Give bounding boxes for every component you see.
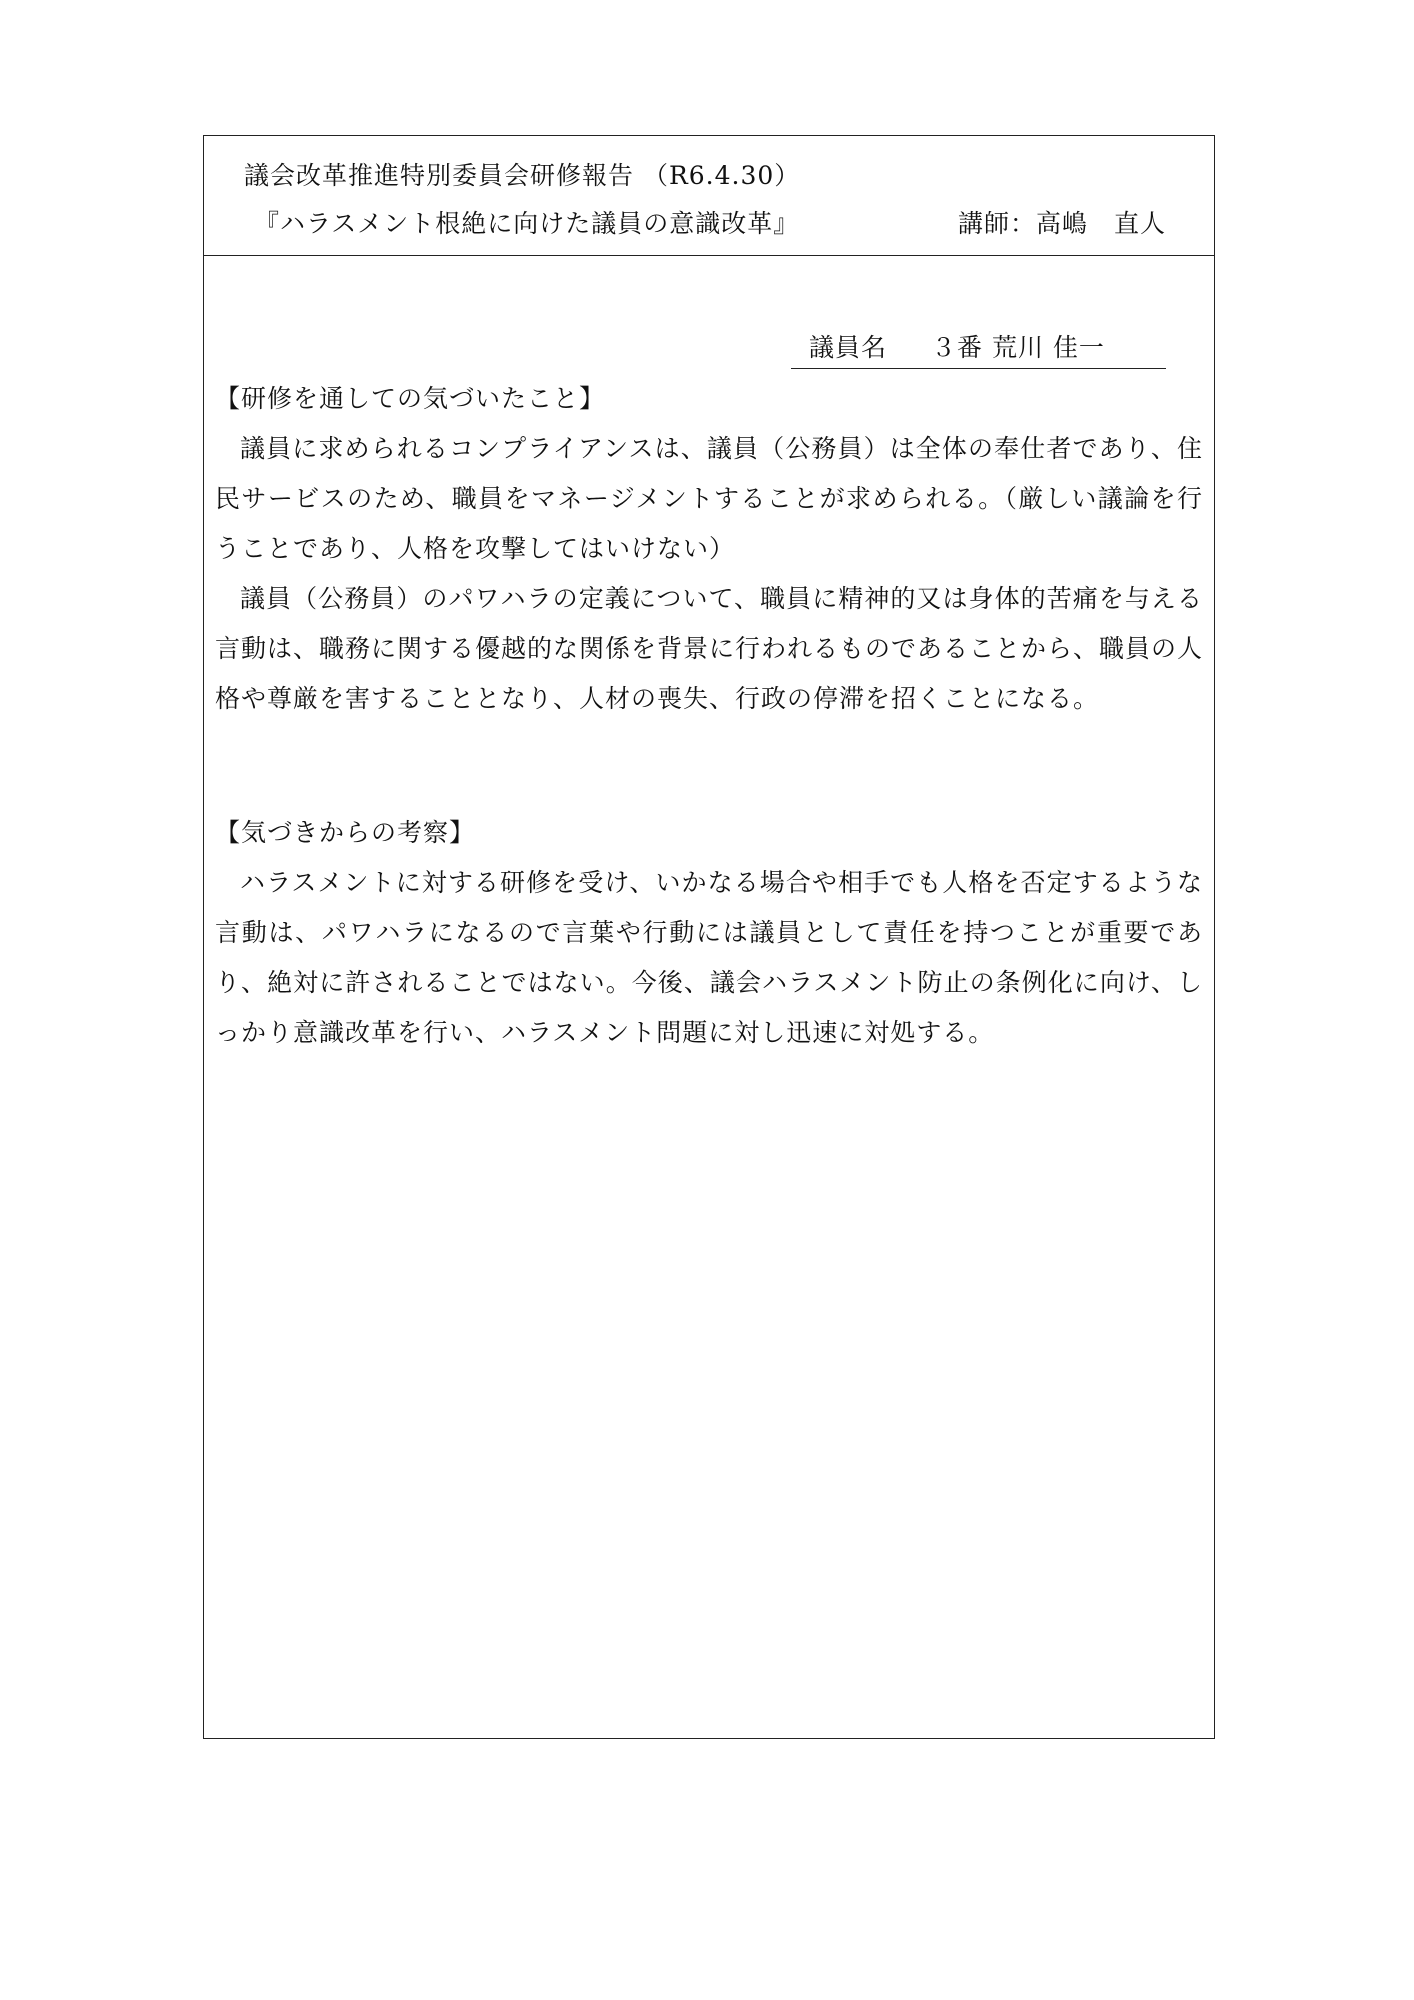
section-heading: 【気づきからの考察】: [215, 818, 476, 847]
section-heading: 【研修を通しての気づいたこと】: [215, 384, 606, 413]
section-observations: [215, 374, 1203, 724]
report-header: [204, 136, 1214, 256]
lecturer-name: 講師：高嶋 直人: [957, 209, 1166, 238]
section-considerations: [215, 808, 1203, 1058]
training-title: 『ハラスメント根絶に向けた議員の意識改革』: [254, 209, 800, 238]
member-signature-line: [791, 328, 1166, 369]
section-paragraph: 議員（公務員）のパワハラの定義について、職員に精神的又は身体的苦痛を与える言動は、職務に関する優越的な関係を背景に行われるものであることから、職員の人格や尊厳を害することとなり、人材の喪失、行政の停滞を招くことになる。: [215, 584, 1204, 713]
section-paragraph: ハラスメントに対する研修を受け、いかなる場合や相手でも人格を否定するような言動は、パワハラになるので言葉や行動には議員として責任を持つことが重要であり、絶対に許されることではない。今後、議会ハラスメント防止の条例化に向け、しっかり意識改革を行い、ハラスメント問題に対し迅速に対処する。: [215, 868, 1203, 1047]
report-title: 議会改革推進特別委員会研修報告 （R6.4.30）: [244, 161, 801, 190]
section-paragraph: 議員に求められるコンプライアンスは、議員（公務員）は全体の奉仕者であり、住民サービスのため、職員をマネージメントすることが求められる。（厳しい議論を行うことであり、人格を攻撃してはいけない）: [215, 434, 1203, 563]
member-label: 議員名: [809, 333, 888, 362]
member-name: ３番 荒川 佳一: [931, 333, 1105, 362]
report-frame: [203, 135, 1215, 1739]
